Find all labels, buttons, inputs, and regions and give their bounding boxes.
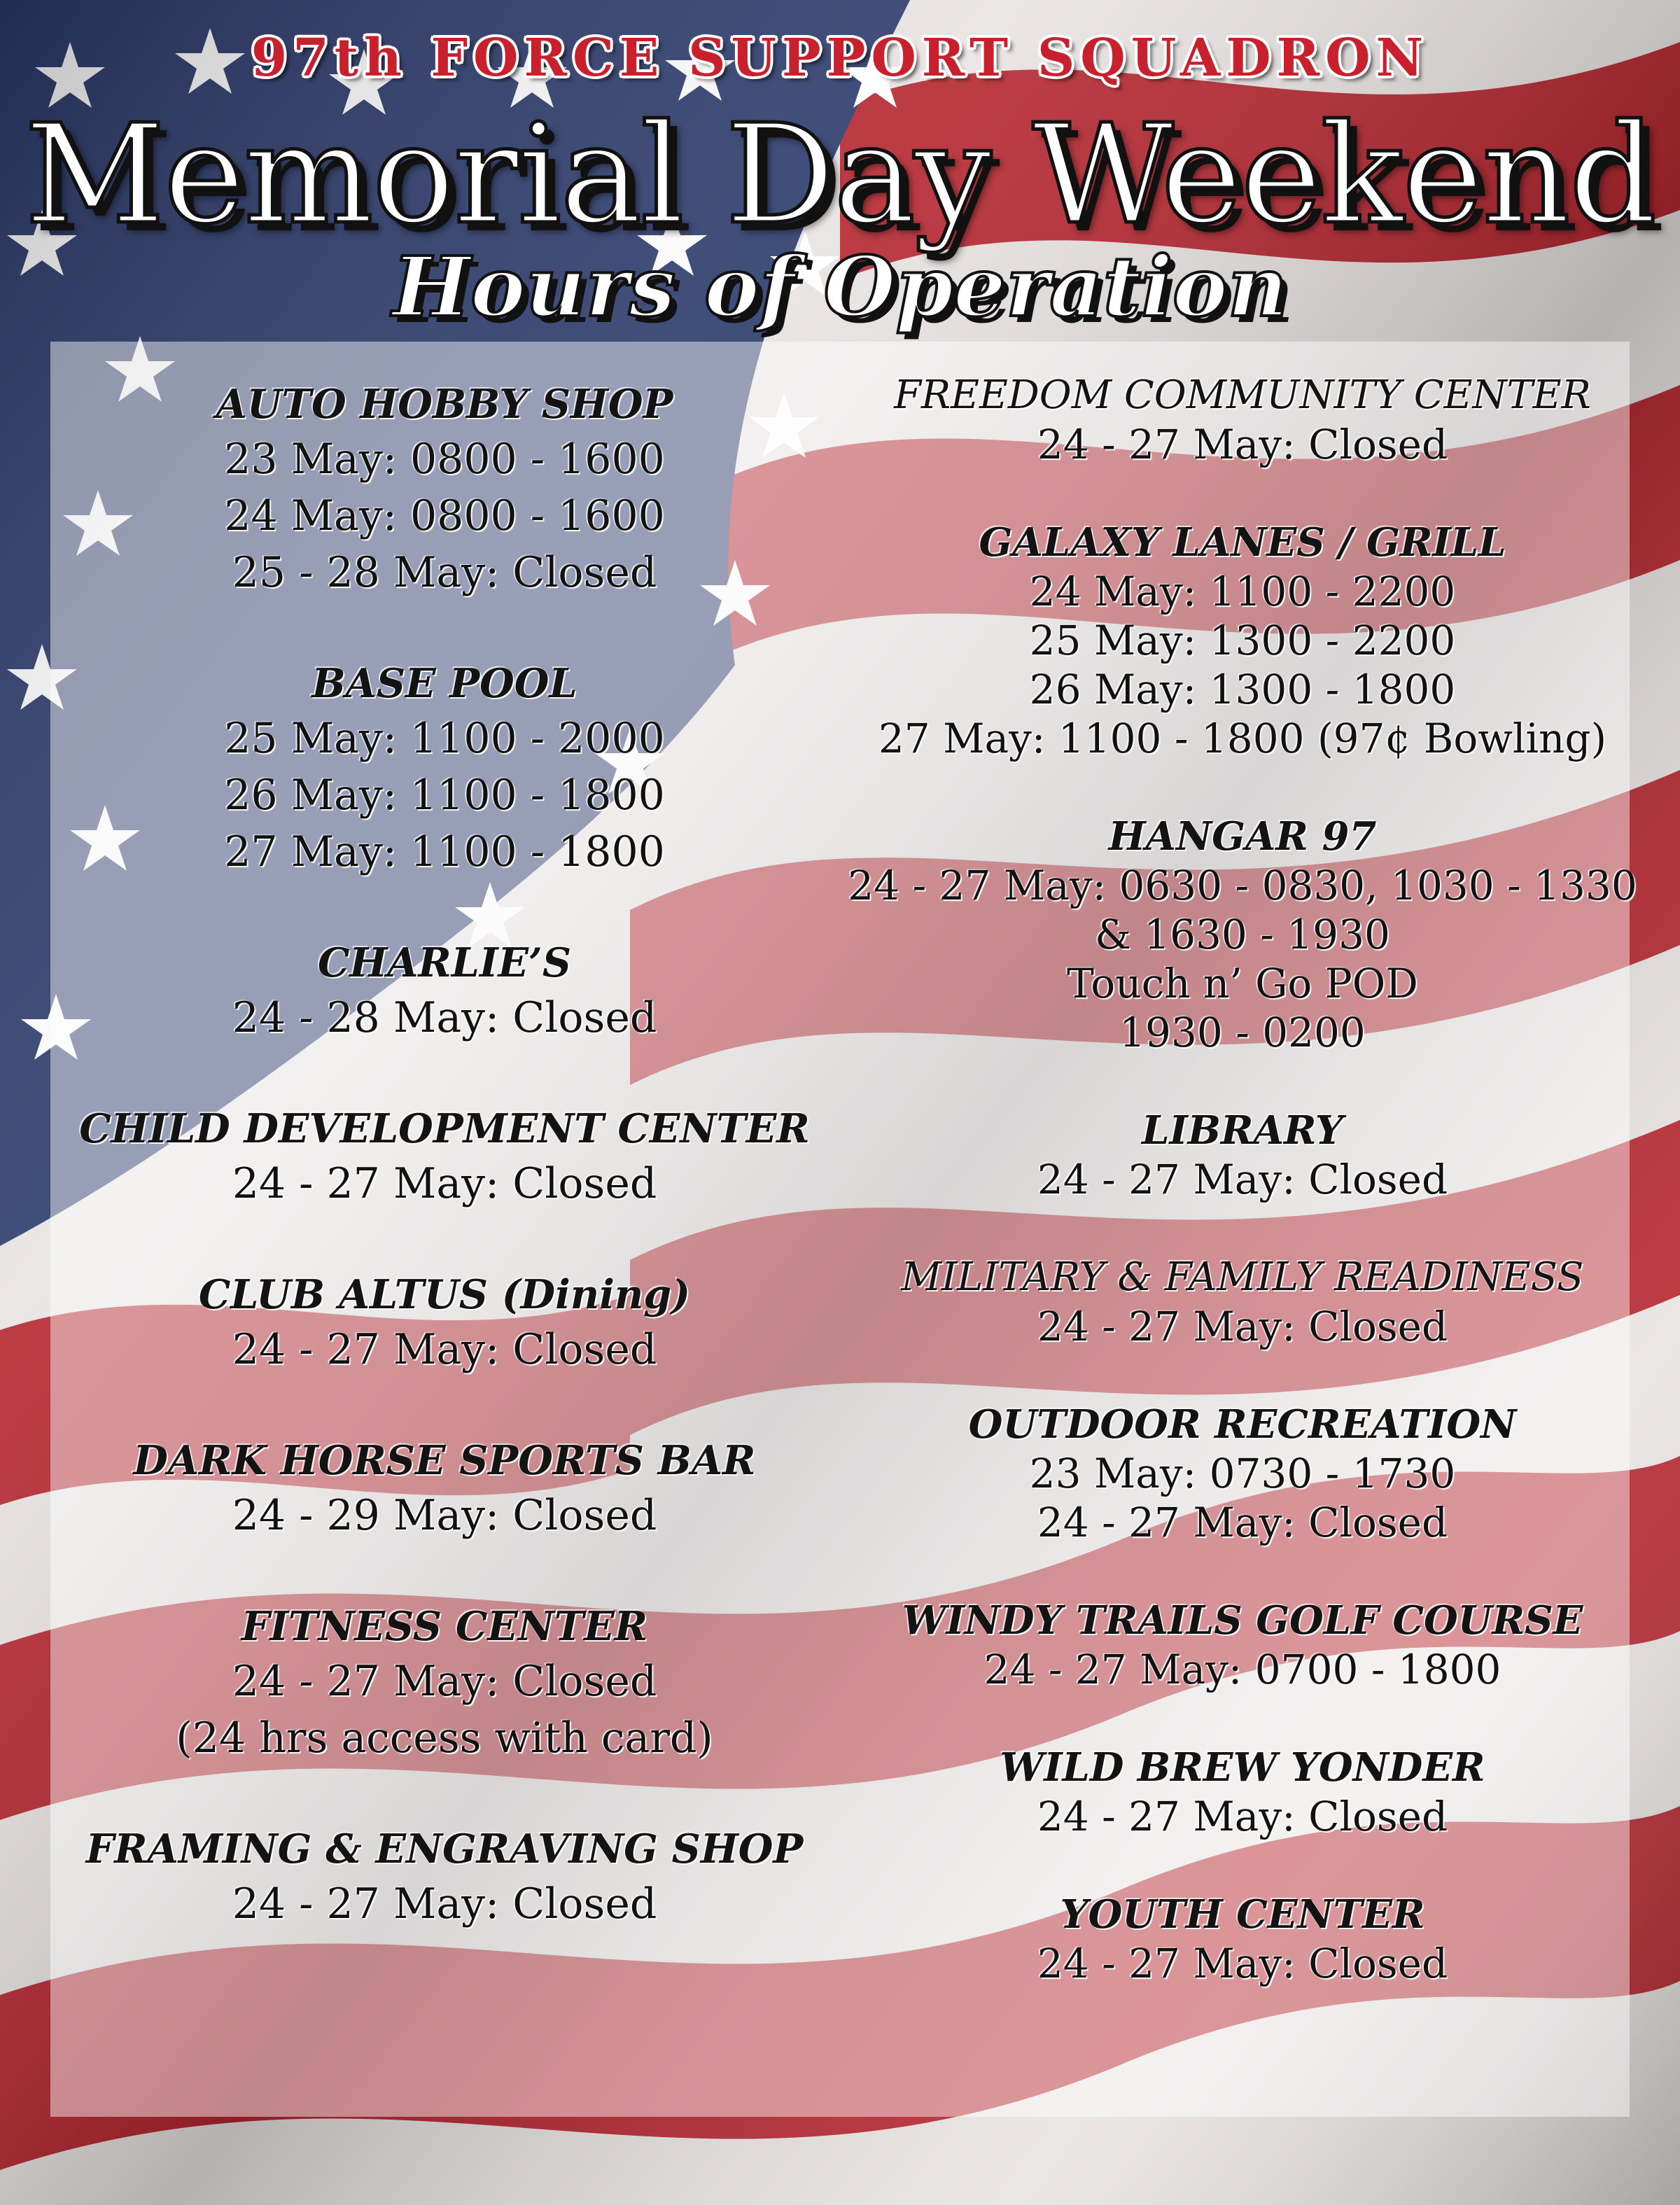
facility-fitness-center (63, 1600, 826, 1767)
hours-line: 24 - 28 May: Closed (232, 993, 657, 1042)
facility-library (840, 1106, 1645, 1204)
facility-name: FREEDOM COMMUNITY CENTER (894, 372, 1591, 418)
facility-name: BASE POOL (312, 660, 578, 707)
hours-line: 24 - 29 May: Closed (232, 1491, 657, 1540)
facility-name: FITNESS CENTER (241, 1603, 648, 1650)
page-title: Memorial Day Weekend (24, 95, 1656, 255)
facility-name: OUTDOOR RECREATION (968, 1401, 1517, 1448)
facility-dark-horse-sports-bar (63, 1434, 826, 1544)
facility-name: CHILD DEVELOPMENT CENTER (79, 1105, 810, 1152)
hours-line: 23 May: 0730 - 1730 (1029, 1450, 1456, 1497)
facility-name: LIBRARY (1142, 1107, 1343, 1154)
facility-base-pool (63, 657, 826, 881)
facility-windy-trails-golf-course (840, 1596, 1645, 1694)
hours-line: 24 - 27 May: Closed (232, 1159, 657, 1208)
facility-framing-engraving-shop (63, 1823, 826, 1933)
hours-line: 24 - 27 May: Closed (1037, 1303, 1448, 1350)
facility-freedom-community-center (840, 371, 1645, 469)
facility-name: CHARLIE’S (317, 939, 571, 986)
hours-line: 23 May: 0800 - 1600 (224, 435, 665, 484)
facility-galaxy-lanes-grill (840, 518, 1645, 763)
hours-line: 24 - 27 May: Closed (1037, 1940, 1448, 1987)
facility-name: WINDY TRAILS GOLF COURSE (902, 1597, 1583, 1644)
facility-name: MILITARY & FAMILY READINESS (901, 1254, 1584, 1300)
hours-line: 24 - 27 May: 0700 - 1800 (983, 1646, 1502, 1693)
squadron-title: 97th FORCE SUPPORT SQUADRON (251, 28, 1429, 88)
hours-line: Touch n’ Go POD (1067, 960, 1418, 1007)
hours-line: 26 May: 1100 - 1800 (224, 771, 665, 820)
facility-club-altus (63, 1268, 826, 1378)
hours-line: 24 - 27 May: Closed (232, 1325, 657, 1374)
hours-line: 1930 - 0200 (1119, 1009, 1366, 1056)
hours-line: (24 hrs access with card) (176, 1714, 713, 1763)
hours-line: 25 - 28 May: Closed (232, 548, 657, 597)
hours-line: 24 - 27 May: Closed (232, 1657, 657, 1706)
hours-line: 24 May: 1100 - 2200 (1029, 568, 1456, 615)
hours-line: 24 - 27 May: Closed (1037, 1793, 1448, 1840)
facility-military-family-readiness (840, 1253, 1645, 1351)
facility-name: CLUB ALTUS (Dining) (198, 1271, 691, 1318)
facility-name: GALAXY LANES / GRILL (979, 519, 1506, 566)
facility-name: DARK HORSE SPORTS BAR (133, 1437, 756, 1484)
hours-line: 24 - 27 May: 0630 - 0830, 1030 - 1330 (848, 862, 1637, 909)
hours-line: 24 - 27 May: Closed (1037, 421, 1448, 468)
facility-charlies (63, 937, 826, 1046)
page-subtitle: Hours of Operation (392, 238, 1288, 335)
facility-name: HANGAR 97 (1108, 813, 1377, 860)
facility-wild-brew-yonder (840, 1743, 1645, 1841)
facility-youth-center (840, 1890, 1645, 1988)
facility-outdoor-recreation (840, 1400, 1645, 1547)
facility-name: WILD BREW YONDER (1000, 1744, 1485, 1791)
facility-name: YOUTH CENTER (1060, 1891, 1425, 1938)
facility-child-development-center (63, 1102, 826, 1212)
hours-line: 27 May: 1100 - 1800 (224, 827, 665, 876)
hours-line: 24 - 27 May: Closed (232, 1879, 657, 1928)
hours-line: 26 May: 1300 - 1800 (1029, 666, 1456, 713)
left-column (63, 378, 826, 1989)
facility-hangar-97 (840, 812, 1645, 1057)
hours-line: 24 - 27 May: Closed (1037, 1156, 1448, 1203)
hours-line: & 1630 - 1930 (1095, 911, 1390, 958)
hours-line: 24 - 27 May: Closed (1037, 1499, 1448, 1546)
hours-line: 25 May: 1100 - 2000 (224, 714, 665, 763)
facility-name: AUTO HOBBY SHOP (216, 381, 673, 428)
facility-auto-hobby-shop (63, 378, 826, 601)
right-column (840, 371, 1645, 2037)
facility-name: FRAMING & ENGRAVING SHOP (85, 1826, 804, 1872)
hours-line: 25 May: 1300 - 2200 (1029, 617, 1456, 664)
hours-line: 24 May: 0800 - 1600 (224, 491, 665, 540)
hours-line: 27 May: 1100 - 1800 (97¢ Bowling) (878, 715, 1607, 762)
